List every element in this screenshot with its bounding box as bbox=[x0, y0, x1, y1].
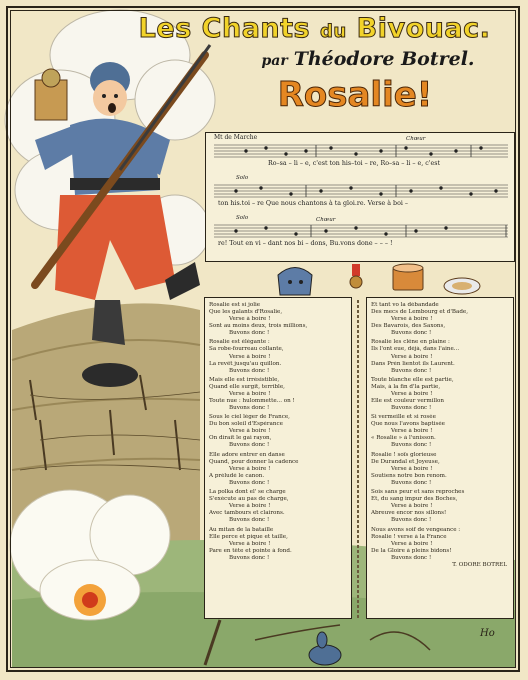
lyric-line: Verse à boire ! bbox=[229, 540, 271, 547]
lyric-line: Mais elle est irrésistible, bbox=[209, 376, 280, 383]
lyric-line: Avec tambours et clairons. bbox=[209, 510, 285, 517]
lyric-line: Ils l'ont eue, déjà, dans l'aine... bbox=[371, 346, 460, 353]
lyric-line: Des Bavarois, des Saxons, bbox=[371, 323, 446, 330]
lyric-line: La polka dont el' se charge bbox=[209, 489, 286, 496]
lyric-line: Du bon soleil d'Espérance bbox=[209, 421, 283, 428]
lyric-line: Verse à boire ! bbox=[391, 503, 433, 510]
lyric-line: Rosalie ! verse à la France bbox=[371, 533, 447, 540]
lyric-line: Que les galants d'Rosalie, bbox=[209, 309, 283, 316]
lyric-line: Buvons donc ! bbox=[391, 479, 432, 486]
lyric-line: Verse à boire ! bbox=[229, 316, 271, 323]
solo-marking-2: Solo bbox=[236, 215, 249, 221]
series-title-part2: Bivouac. bbox=[356, 13, 491, 44]
author-name: Théodore Botrel. bbox=[293, 48, 475, 70]
score-lyric-line-2: ton his.toi – re Que nous chantons à ta gloi.re. Verse à boi – bbox=[218, 200, 409, 207]
lyric-line: Elle adore entrer en danse bbox=[209, 451, 285, 458]
lyric-line: Rosalie ! soïs glorieuse bbox=[371, 451, 437, 458]
lyric-line: Verse à boire ! bbox=[391, 353, 433, 360]
lyric-line: Buvons donc ! bbox=[229, 330, 270, 337]
lyric-line: On dirait le gai rayon, bbox=[209, 435, 272, 442]
lyric-line: Toute blanche elle est partie, bbox=[371, 376, 454, 383]
series-title bbox=[112, 14, 517, 47]
author-signature: T. ODORE BOTREL bbox=[452, 561, 507, 568]
chain-divider bbox=[357, 300, 359, 618]
lyric-line: Verse à boire ! bbox=[229, 390, 271, 397]
lyric-line: De Durandal et Joyeuse, bbox=[371, 458, 440, 465]
lyric-line: Soutiens notre bon renom. bbox=[371, 472, 447, 479]
lyric-line: A préludé le canon. bbox=[209, 472, 265, 479]
lyrics-column-left bbox=[204, 297, 352, 619]
lyric-line: De la Gloire à pleins bidons! bbox=[371, 547, 452, 554]
lyric-line: Quand, pour donner la cadence bbox=[209, 458, 299, 465]
lyric-line: Verse à boire ! bbox=[391, 540, 433, 547]
score-lyric-line-3: re! Tout en vi – dant nos bi – dons, Bu.vons done – – – ! bbox=[218, 240, 393, 247]
tempo-marking: Mt de Marche bbox=[214, 134, 258, 141]
song-title: Rosalie! bbox=[277, 75, 433, 115]
lyric-line: Verse à boire ! bbox=[229, 428, 271, 435]
lyric-line: Verse à boire ! bbox=[391, 428, 433, 435]
lyric-line: Buvons donc ! bbox=[229, 517, 270, 524]
lyric-line: Rosalie est si jolie bbox=[209, 302, 261, 308]
lyric-line: S'exécute au pas de charge, bbox=[209, 496, 289, 503]
lyric-line: Abreuve encor nos sillons! bbox=[371, 510, 447, 517]
lyric-line: Toute nue : hulommette... on ! bbox=[209, 397, 295, 404]
lyrics-column-right bbox=[366, 297, 514, 619]
lyric-line: Verse à boire ! bbox=[229, 353, 271, 360]
solo-marking: Solo bbox=[236, 175, 249, 181]
lyric-line: Sa robe-fourreau collante, bbox=[209, 346, 284, 353]
lyric-line: Sous le ciel léger de France, bbox=[209, 414, 290, 421]
chorus-marking: Chœur bbox=[406, 136, 426, 142]
lyric-line: Buvons donc ! bbox=[391, 367, 432, 374]
lyric-line: Au mitan de la bataille bbox=[209, 526, 274, 533]
lyric-line: Buvons donc ! bbox=[229, 479, 270, 486]
series-title-part1: Les Chants bbox=[138, 13, 311, 44]
lyric-line: Buvons donc ! bbox=[229, 405, 270, 412]
lyric-line: Buvons donc ! bbox=[229, 554, 270, 561]
artist-signature: Ho bbox=[480, 628, 495, 639]
lyric-line: Elle perce et pique et taille, bbox=[209, 533, 288, 540]
lyric-line: Sois sans peur et sans reproches bbox=[371, 489, 465, 496]
lyric-line: Buvons donc ! bbox=[391, 330, 432, 337]
lyric-line: Buvons donc ! bbox=[229, 367, 270, 374]
lyric-line: Si vermeille et si rosée bbox=[371, 414, 436, 421]
lyric-line: Buvons donc ! bbox=[391, 554, 432, 561]
lyric-line: « Rosalie » à l'unisson. bbox=[371, 435, 436, 442]
lyric-line: Et tant vo la débandade bbox=[371, 302, 439, 308]
author-prefix: par bbox=[261, 53, 288, 69]
lyric-line: Buvons donc ! bbox=[391, 442, 432, 449]
lyric-line: Verse à boire ! bbox=[391, 465, 433, 472]
chorus-marking-2: Chœur bbox=[316, 217, 336, 223]
lyric-line: Rosalie est élégante : bbox=[209, 339, 270, 346]
lyric-line: Verse à boire ! bbox=[391, 390, 433, 397]
lyric-line: Que nous l'avons baptisée bbox=[371, 421, 445, 428]
lyric-line: Verse à boire ! bbox=[229, 465, 271, 472]
lyric-line: Quand elle surgit, terrible, bbox=[209, 383, 285, 390]
lyric-line: Buvons donc ! bbox=[391, 405, 432, 412]
lyric-line: La revêt jusqu'au quillon. bbox=[209, 360, 282, 367]
lyric-line: Nous avons soif de vengeance : bbox=[371, 526, 461, 533]
lyric-line: Buvons donc ! bbox=[229, 442, 270, 449]
lyric-line: Des mecs de Lembourg et d'Bade, bbox=[371, 309, 468, 316]
music-score bbox=[205, 132, 515, 262]
author-line bbox=[238, 48, 498, 72]
lyric-line: Buvons donc ! bbox=[391, 517, 432, 524]
lyric-line: Rosalie les clêne en plaine : bbox=[371, 339, 450, 346]
score-lyric-line-1: Ro–sa – li – e, c'est ton his–toi – re, Ro–sa – li – e, c'est bbox=[268, 160, 441, 167]
lyric-line: Verse à boire ! bbox=[391, 316, 433, 323]
lyric-line: Verse à boire ! bbox=[229, 503, 271, 510]
lyric-line: Et, du sang impur des Boches, bbox=[371, 496, 458, 503]
lyric-line: Sont au moins deux, trois millions, bbox=[209, 323, 308, 330]
lyric-line: Dans Prén lientot ils Laurent. bbox=[371, 360, 455, 367]
series-title-du: du bbox=[320, 21, 347, 42]
lyric-line: Elle est couleur vermillon bbox=[371, 397, 445, 404]
lyric-line: Mais, à la fin d'la partie, bbox=[371, 383, 441, 390]
lyric-line: Pare en tête et pointe à fond. bbox=[209, 547, 292, 554]
